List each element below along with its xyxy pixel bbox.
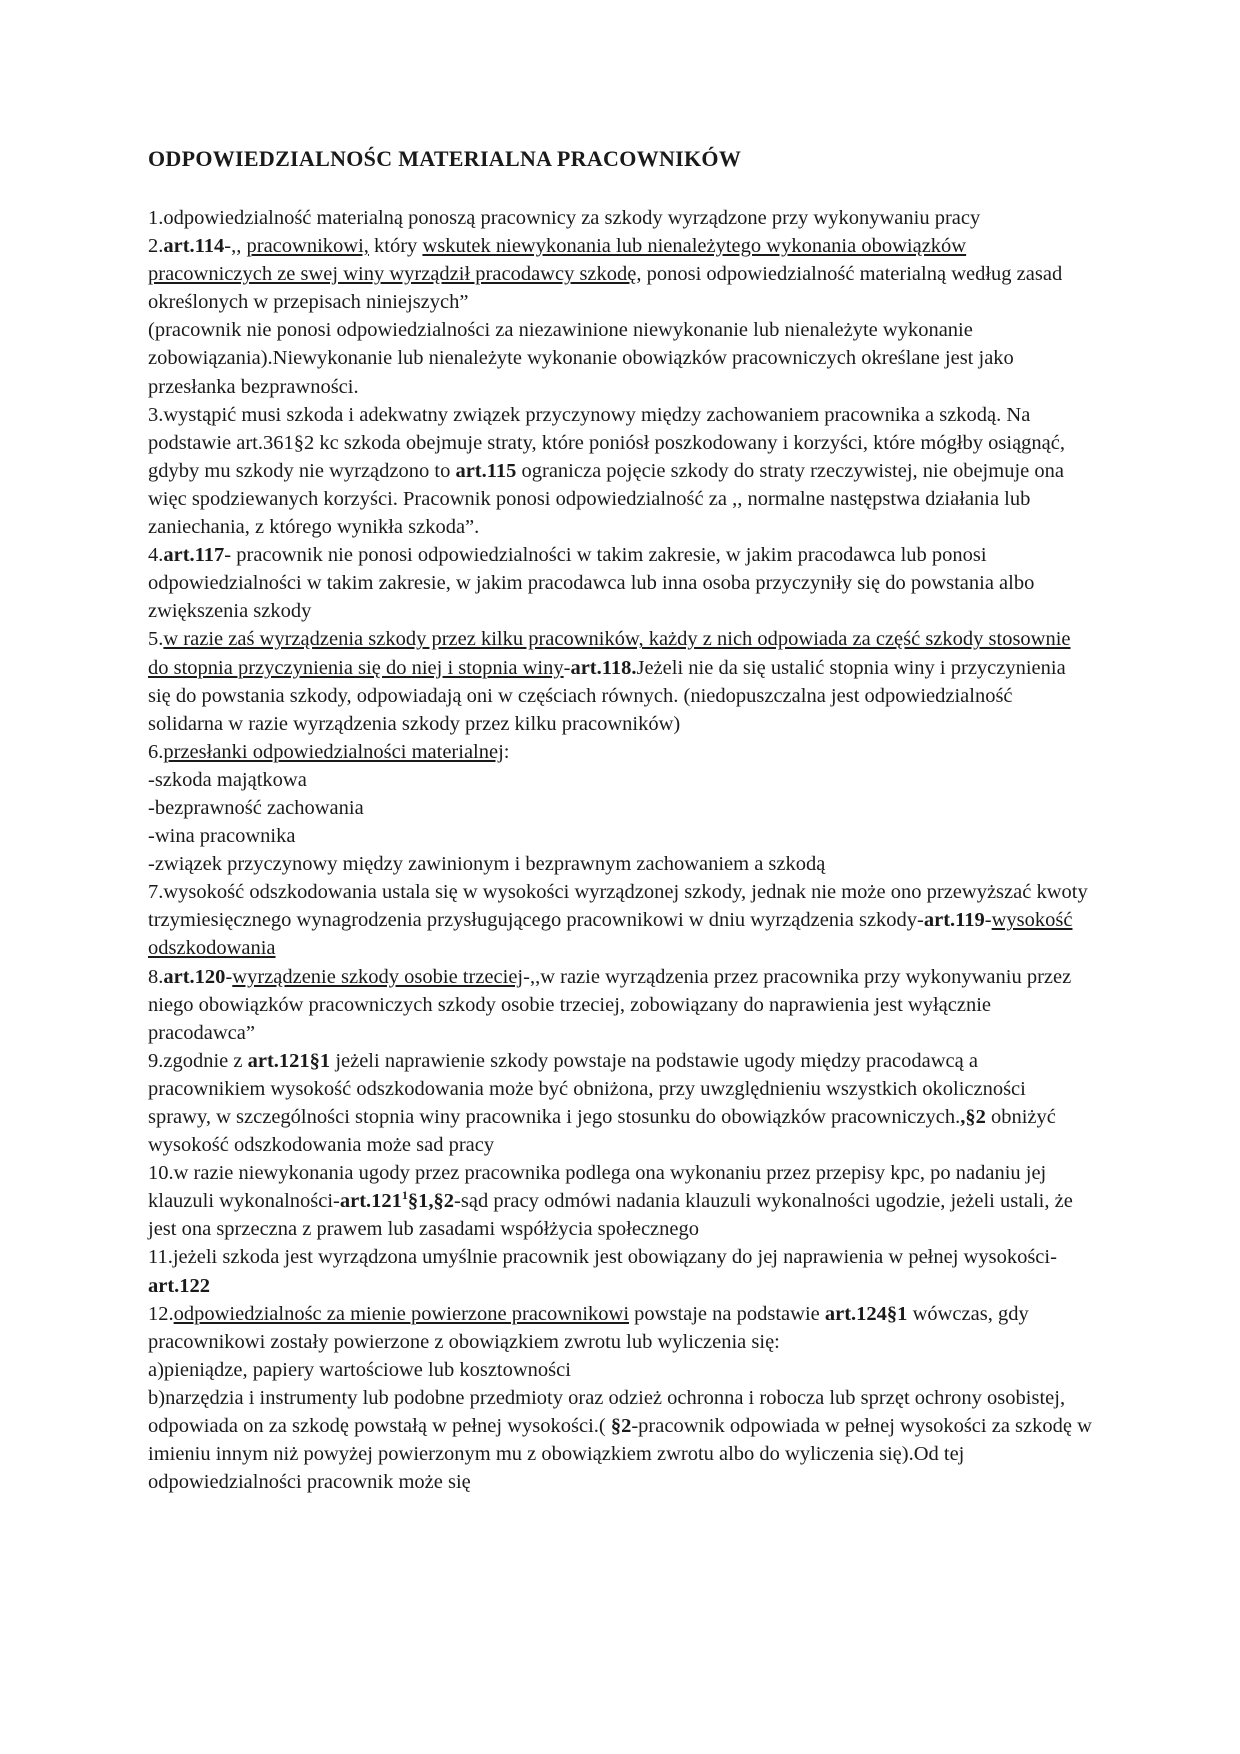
text-run: -szkoda majątkowa: [148, 768, 307, 791]
underlined-text: pracownikowi,: [246, 235, 369, 258]
paragraph: [148, 766, 1092, 794]
article-reference: ,§2: [960, 1106, 986, 1128]
text-run: 3.wystąpić musi szkoda i adekwatny związek przyczynowy między zachowaniem pracownika a szkodą. Na podstawie art.361§2 kc szkoda obejmuje straty, które poniósł poszkodowany i korzyści, które mógłby osiągnąć, gdyby mu szkody nie wyrządzono to: [148, 403, 1065, 482]
article-reference: art.121§1: [247, 1049, 331, 1072]
paragraph: [148, 1384, 1092, 1496]
text-run: , ponosi odpowiedzialność materialną według zasad określonych w przepisach niniejszych”: [148, 263, 1063, 314]
text-run: 4.: [148, 544, 164, 567]
text-run: 7.wysokość odszkodowania ustala się w wysokości wyrządzonej szkody, jednak nie może ono przewyższać kwoty trzymiesięcznego wynagrodzenia przysługującego pracownikowi w dniu wyrządzenia szkody-: [148, 881, 1088, 932]
underlined-text: wyrządzenie szkody osobie trzeciej: [232, 965, 524, 988]
text-run: 1.odpowiedzialność materialną ponoszą pracownicy za szkody wyrządzone przy wykonywaniu pracy: [148, 207, 981, 229]
paragraph: [148, 794, 1092, 822]
text-run: -pracownik odpowiada w pełnej wysokości za szkodę w imieniu innym niż powyżej powierzonym mu z obowiązkiem zwrotu albo do wyliczenia się).Od tej odpowiedzialności pracownik może się: [148, 1415, 1092, 1494]
article-reference: art.114: [163, 235, 225, 258]
underlined-text: przesłanki odpowiedzialności materialnej: [163, 740, 504, 763]
text-run: -związek przyczynowy między zawinionym i bezprawnym zachowaniem a szkodą: [148, 853, 826, 876]
article-reference: art.121: [339, 1190, 402, 1213]
text-run: -: [563, 656, 571, 679]
text-run: Jeżeli nie da się ustalić stopnia winy i przyczynienia się do powstania szkody, odpowiadają oni w częściach równych. (niedopuszczalna jest odpowiedzialność solidarna w razie wyrządzenia szkody przez kilku pracowników): [148, 656, 1066, 735]
text-run: a)pieniądze, papiery wartościowe lub kosztowności: [148, 1358, 571, 1381]
paragraph: [148, 1243, 1092, 1299]
paragraph: [148, 204, 1092, 232]
text-run: 10.w razie niewykonania ugody przez pracownika podlega ona wykonaniu przez przepisy kpc, po nadaniu jej klauzuli wykonalności-: [148, 1162, 1047, 1213]
article-reference: art.124§1: [824, 1302, 908, 1325]
text-run: który: [368, 235, 423, 258]
text-run: :: [503, 740, 510, 763]
article-reference: §1,§2: [407, 1190, 455, 1213]
paragraph: [148, 1300, 1092, 1356]
paragraph: [148, 1356, 1092, 1384]
paragraph: [148, 878, 1092, 962]
text-run: (pracownik nie ponosi odpowiedzialności za niezawinione niewykonanie lub nienależyte wykonanie zobowiązania).Niewykonanie lub nienależyte wykonanie obowiązków pracowniczych określane jest jako przesłanka bezprawności.: [148, 319, 1014, 398]
text-run: 12.: [148, 1302, 174, 1325]
text-run: 5.: [148, 628, 164, 651]
document-body: [148, 204, 1092, 1496]
article-reference: art.115: [455, 459, 517, 482]
article-reference: 1: [401, 1188, 408, 1203]
paragraph: [148, 541, 1092, 625]
paragraph: [148, 625, 1092, 737]
paragraph: [148, 738, 1092, 766]
text-run: -,,w razie wyrządzenia przez pracownika przy wykonywaniu przez niego obowiązków pracowniczych szkody osobie trzeciej, zobowiązany do naprawienia jest wyłącznie pracodawca”: [148, 965, 1072, 1044]
document-title: ODPOWIEDZIALNOŚC MATERIALNA PRACOWNIKÓW: [148, 146, 742, 171]
text-run: b)narzędzia i instrumenty lub podobne przedmioty oraz odzież ochronna i robocza lub sprzęt ochrony osobistej, odpowiada on za szkodę powstałą w pełnej wysokości.(: [148, 1386, 1066, 1438]
article-reference: art.122: [148, 1274, 211, 1297]
text-run: 9.zgodnie z: [148, 1049, 248, 1072]
text-run: -sąd pracy odmówi nadania klauzuli wykonalności ugodzie, jeżeli ustali, że jest ona sprzeczna z prawem lub zasadami współżycia społecznego: [148, 1190, 1073, 1241]
underlined-text: odpowiedzialnośc za mienie powierzone pracownikowi: [173, 1302, 630, 1325]
underlined-text: wskutek niewykonania lub nienależytego wykonania obowiązków pracowniczych ze swej winy wyrządził pracodawcy szkodę: [148, 235, 967, 286]
article-reference: §2: [610, 1415, 632, 1438]
text-run: 6.: [148, 740, 164, 763]
text-run: 8.: [148, 965, 164, 988]
paragraph: [148, 822, 1092, 850]
underlined-text: w razie zaś wyrządzenia szkody przez kilku pracowników, każdy z nich odpowiada za część szkody stosownie do stopnia przyczynienia się do niej i stopnia winy: [148, 628, 1071, 679]
text-run: -: [984, 909, 992, 932]
text-run: -bezprawność zachowania: [148, 796, 364, 819]
underlined-text: wysokość odszkodowania: [148, 909, 1073, 960]
text-run: - pracownik nie ponosi odpowiedzialności w takim zakresie, w jakim pracodawca lub ponosi odpowiedzialności w takim zakresie, w jakim pracodawca lub inna osoba przyczyniły się do powstania albo zwiększenia szkody: [148, 544, 1035, 623]
article-reference: art.117: [163, 544, 225, 567]
text-run: obniżyć wysokość odszkodowania może sad pracy: [148, 1106, 1056, 1157]
article-reference: art.120: [163, 965, 226, 988]
paragraph: [148, 232, 1092, 316]
paragraph: [148, 401, 1092, 541]
text-run: -wina pracownika: [148, 825, 296, 848]
paragraph: [148, 1159, 1092, 1243]
text-run: wówczas, gdy pracownikowi zostały powierzone z obowiązkiem zwrotu lub wyliczenia się:: [148, 1302, 1029, 1353]
text-run: -: [225, 965, 233, 988]
text-run: powstaje na podstawie: [629, 1302, 825, 1325]
text-run: jeżeli naprawienie szkody powstaje na podstawie ugody między pracodawcą a pracownikiem wysokość odszkodowania może być obniżona, przy uwzględnieniu wszystkich okoliczności sprawy, w szczególności stopnia winy pracownika i jego stosunku do obowiązków pracowniczych.: [148, 1049, 1026, 1128]
paragraph: [148, 963, 1092, 1047]
article-reference: art.119: [923, 909, 985, 932]
paragraph: [148, 1047, 1092, 1159]
paragraph: [148, 316, 1092, 400]
article-reference: art.118.: [570, 656, 637, 679]
text-run: ogranicza pojęcie szkody do straty rzeczywistej, nie obejmuje ona więc spodziewanych korzyści. Pracownik ponosi odpowiedzialność za ,, normalne następstwa działania lub zaniechania, z którego wynikła szkoda”.: [148, 459, 1064, 539]
text-run: 11.jeżeli szkoda jest wyrządzona umyślnie pracownik jest obowiązany do jej naprawienia w pełnej wysokości-: [148, 1246, 1057, 1269]
text-run: 2.: [148, 235, 164, 258]
paragraph: [148, 850, 1092, 878]
text-run: -,,: [224, 235, 247, 258]
